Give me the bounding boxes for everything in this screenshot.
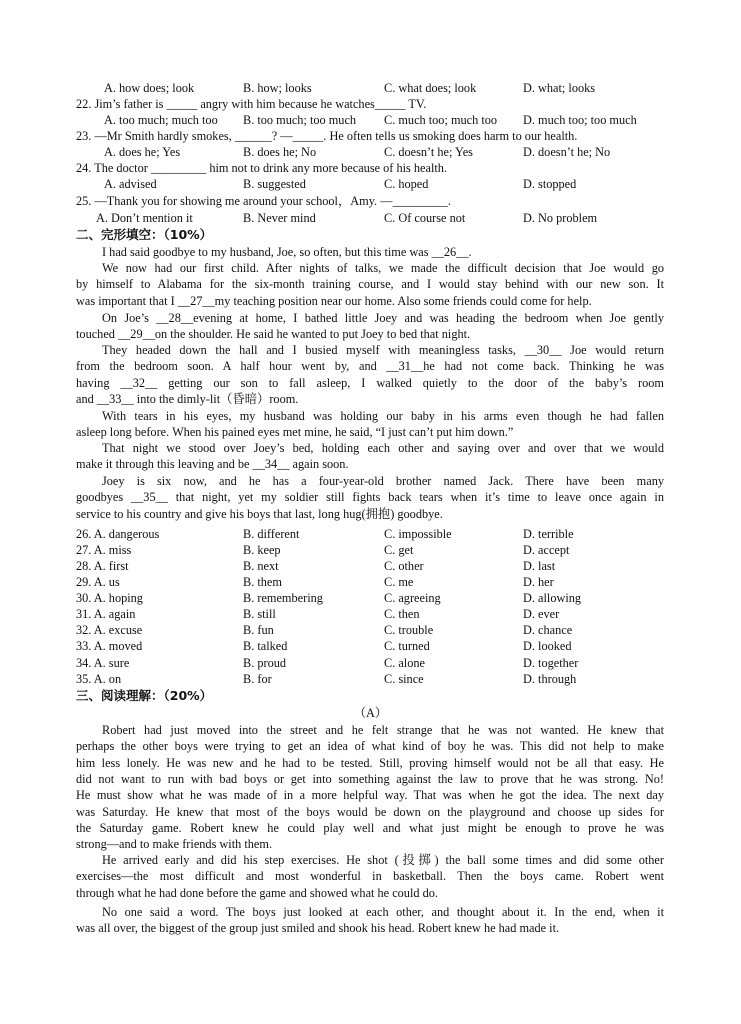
answer-option: D. much too; too much xyxy=(523,113,637,127)
paragraph-line: We now had our first child. After nights of talks, we made the difficult decision that Joe would go xyxy=(102,261,664,275)
paragraph-line: perhaps the other boys were trying to get an idea of what kind of boy he was. This did not help to make xyxy=(76,739,664,754)
answer-option: C. hoped xyxy=(384,177,429,191)
cloze-option: C. agreeing xyxy=(384,591,441,605)
paragraph-line: exercises—the most difficult and most wonderful in basketball. Then the boys came. Robert went xyxy=(76,869,664,884)
answer-option: C. what does; look xyxy=(384,81,477,95)
cloze-option: C. me xyxy=(384,575,414,589)
cloze-option: B. remembering xyxy=(243,591,323,605)
answer-option: A. does he; Yes xyxy=(104,145,181,159)
cloze-option: B. next xyxy=(243,559,279,573)
section-heading: 三、阅读理解：（20%） xyxy=(76,688,213,703)
question-stem: 25. —Thank you for showing me around your school，Amy. —_________. xyxy=(76,194,451,208)
cloze-option: 29. A. us xyxy=(76,575,120,589)
paragraph-line: I had said goodbye to my husband, Joe, so often, but this time was __26__. xyxy=(102,245,472,259)
paragraph-line: did not want to run with bad boys or get into something against the law to prove that he was strong. No! xyxy=(76,771,664,786)
answer-option: B. how; looks xyxy=(243,81,312,95)
answer-option: D. stopped xyxy=(523,177,577,191)
paragraph-line: He arrived early and did his step exercises. He shot (投掷) the ball some times and did some other xyxy=(102,853,664,867)
paragraph-line: On Joe’s __28__evening at home, I bathed little Joey and was heading the bedroom when Joe gently xyxy=(102,311,664,325)
cloze-option: C. turned xyxy=(384,639,430,653)
answer-option: D. No problem xyxy=(523,211,598,225)
cloze-option: D. looked xyxy=(523,639,572,653)
paragraph-line: strong—and to make friends with them. xyxy=(76,837,273,852)
cloze-option: D. chance xyxy=(523,623,573,637)
paragraph-line: by himself to Alabama for the six-month training course, and I would stay behind with our new son. It xyxy=(76,277,664,292)
cloze-option: 34. A. sure xyxy=(76,656,130,670)
paragraph-line: was all over, the biggest of the group just smiled and shook his head. Robert knew he had made it. xyxy=(76,921,560,936)
cloze-option: D. ever xyxy=(523,607,560,621)
answer-option: B. too much; too much xyxy=(243,113,357,127)
cloze-option: D. last xyxy=(523,559,556,573)
paragraph-line: through what he had done before the game and showed what he could do. xyxy=(76,885,438,900)
paragraph-line: That night we stood over Joey’s bed, holding each other and saying over and over that we would xyxy=(102,441,664,455)
cloze-option: D. terrible xyxy=(523,527,574,541)
cloze-option: 27. A. miss xyxy=(76,543,132,557)
cloze-option: C. impossible xyxy=(384,527,452,541)
answer-option: A. how does; look xyxy=(104,81,195,95)
answer-option: B. does he; No xyxy=(243,145,317,159)
answer-option: C. doesn’t he; Yes xyxy=(384,145,473,159)
cloze-option: 35. A. on xyxy=(76,672,122,686)
answer-option: A. Don’t mention it xyxy=(96,211,193,225)
answer-option: B. suggested xyxy=(243,177,306,191)
paragraph-line: was important that I __27__my teaching position near our home. Also some friends could come for help. xyxy=(76,293,592,308)
cloze-option: 33. A. moved xyxy=(76,639,143,653)
paragraph-line: having __32__ getting our son to fall asleep, I walked quietly to the door of the baby’s room xyxy=(76,375,664,390)
answer-option: C. much too; much too xyxy=(384,113,498,127)
cloze-option: B. talked xyxy=(243,639,288,653)
cloze-option: B. different xyxy=(243,527,300,541)
question-stem: 23. —Mr Smith hardly smokes, ______? —_____. He often tells us smoking does harm to our health. xyxy=(76,129,578,143)
section-heading: 二、完形填空：（10%） xyxy=(76,227,213,242)
paragraph-line: touched __29__on the shoulder. He said he wanted to put Joey to bed that night. xyxy=(76,327,471,342)
cloze-option: D. allowing xyxy=(523,591,582,605)
cloze-option: 30. A. hoping xyxy=(76,591,143,605)
paragraph-line: No one said a word. The boys just looked at each other, and thought about it. In the end, when it xyxy=(102,905,664,919)
paragraph-line: Robert had just moved into the street and he felt strange that he was not wanted. He knew that xyxy=(102,723,664,737)
answer-option: B. Never mind xyxy=(243,211,316,225)
cloze-option: C. other xyxy=(384,559,424,573)
cloze-option: D. together xyxy=(523,656,579,670)
paragraph-line: He must show what he was made of in a more helpful way. That was when he got the idea. The next day xyxy=(76,788,664,803)
cloze-option: C. since xyxy=(384,672,424,686)
answer-option: D. doesn’t he; No xyxy=(523,145,611,159)
cloze-option: 32. A. excuse xyxy=(76,623,143,637)
cloze-option: C. get xyxy=(384,543,414,557)
paragraph-line: the Saturday game. Robert knew he could play well and what just might be enough to prove he was xyxy=(76,820,664,835)
answer-option: D. what; looks xyxy=(523,81,596,95)
paragraph-line: service to his country and give his boys that last, long hug(拥抱) goodbye. xyxy=(76,506,443,521)
cloze-option: B. them xyxy=(243,575,282,589)
paragraph-line: from the bedroom soon. A half hour went by, and __31__he had not come back. Thinking he was xyxy=(76,359,664,374)
answer-option: A. too much; much too xyxy=(104,113,218,127)
question-stem: 22. Jim’s father is _____ angry with him because he watches_____ TV. xyxy=(76,97,427,111)
cloze-option: D. accept xyxy=(523,543,570,557)
cloze-option: D. through xyxy=(523,672,577,686)
cloze-option: C. trouble xyxy=(384,623,434,637)
cloze-option: B. keep xyxy=(243,543,281,557)
question-stem: 24. The doctor _________ him not to drink any more because of his health. xyxy=(76,161,447,175)
paragraph-line: Joey is six now, and he has a four-year-old brother named Jack. There have been many xyxy=(102,474,664,488)
paragraph-line: and __33__ into the dimly-lit（昏暗）room. xyxy=(76,391,299,406)
cloze-option: C. alone xyxy=(384,656,425,670)
cloze-option: B. still xyxy=(243,607,276,621)
cloze-option: 26. A. dangerous xyxy=(76,527,160,541)
paragraph-line: was Saturday. He knew that most of the boys would be down on the playground and choose up sides for xyxy=(76,804,664,819)
cloze-option: 31. A. again xyxy=(76,607,136,621)
paragraph-line: him less lonely. He was new and he had to be tested. Still, proving himself would not be all that easy. He xyxy=(76,755,664,770)
paragraph-line: goodbyes __35__ that night, yet my soldier still fights back tears when it’s time to leave once again in xyxy=(76,490,664,505)
answer-option: A. advised xyxy=(104,177,157,191)
cloze-option: B. for xyxy=(243,672,272,686)
cloze-option: 28. A. first xyxy=(76,559,129,573)
paragraph-line: make it through this leaving and be __34__ again soon. xyxy=(76,457,349,472)
paragraph-line: They headed down the hall and I busied myself with meaningless tasks, __30__ Joe would return xyxy=(102,343,664,357)
passage-label: （A） xyxy=(353,706,388,720)
paragraph-line: asleep long before. When his pained eyes met mine, he said, “I just can’t put him down.” xyxy=(76,425,514,440)
answer-option: C. Of course not xyxy=(384,211,466,225)
cloze-option: B. proud xyxy=(243,656,287,670)
paragraph-line: With tears in his eyes, my husband was holding our baby in his arms even though he had fallen xyxy=(102,409,664,423)
cloze-option: C. then xyxy=(384,607,420,621)
cloze-option: B. fun xyxy=(243,623,274,637)
cloze-option: D. her xyxy=(523,575,554,589)
